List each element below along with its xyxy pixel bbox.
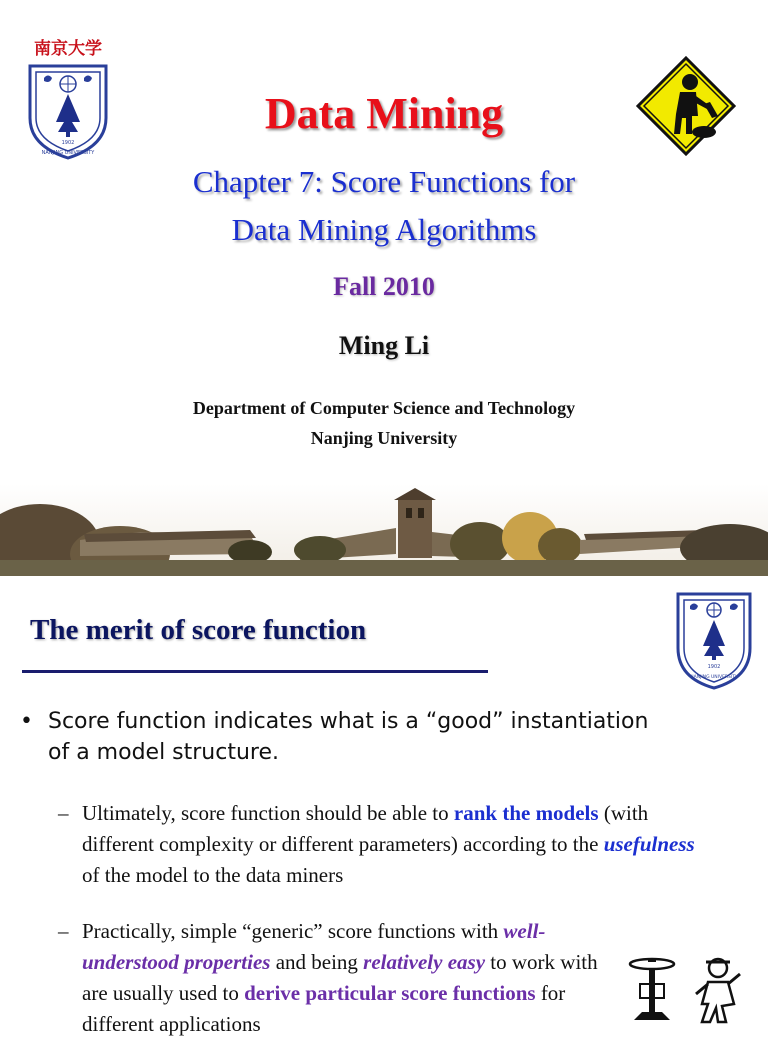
slide-title: The merit of score function — [30, 614, 367, 646]
author-name: Ming Li — [338, 331, 430, 360]
emphasis-well-understood-properties: well-understood properties — [82, 919, 546, 974]
campus-panorama-image — [0, 484, 768, 576]
sub-bullet-text — [82, 916, 598, 1040]
emphasis-rank-the-models: rank the models — [453, 801, 599, 825]
text-segment: (with different complexity or different parameters) according to the — [82, 801, 649, 856]
bullet-text-line-1: Score function indicates what is a “good” instantiation — [48, 709, 649, 734]
sub-bullet-generic-score-functions — [58, 916, 598, 1040]
emphasis-relatively-easy: relatively easy — [363, 950, 486, 974]
main-bullet — [20, 706, 720, 768]
emblem-year: 1902 — [61, 140, 75, 146]
bullet-text-line-2: of a model structure. — [48, 740, 279, 765]
chapter-title-line-2: Data Mining Algorithms — [231, 212, 537, 247]
text-segment: Practically, simple “generic” score functions with — [82, 919, 504, 943]
text-segment: and being — [270, 950, 364, 974]
balance-and-person-figure-icon — [622, 954, 750, 1024]
text-segment: for different applications — [82, 981, 566, 1036]
title-underline — [22, 670, 488, 673]
chapter-title-line-1: Chapter 7: Score Functions for — [192, 164, 576, 199]
emphasis-derive-particular-score-functions: derive particular score functions — [244, 981, 536, 1005]
university-name: Nanjing University — [310, 428, 458, 448]
text-segment: of the model to the data miners — [82, 863, 344, 887]
emblem-ring-text: NANJING UNIVERSITY — [690, 675, 738, 680]
sub-bullet-text — [82, 798, 698, 891]
sub-bullet-rank-models — [58, 798, 698, 891]
course-title: Data Mining — [264, 89, 504, 138]
text-segment: to work with are usually used to — [82, 950, 598, 1005]
emblem-year: 1902 — [707, 664, 721, 670]
sub-bullet-marker: – — [58, 801, 69, 825]
department-name: Department of Computer Science and Technology — [192, 398, 576, 418]
emblem-chinese-name: 南京大学 — [34, 39, 102, 59]
text-segment: Ultimately, score function should be able to — [82, 801, 454, 825]
content-slide — [0, 576, 768, 1036]
men-at-work-sign-icon — [636, 56, 736, 156]
term-label: Fall 2010 — [333, 272, 435, 301]
bullet-marker: • — [20, 709, 33, 734]
emphasis-usefulness: usefulness — [603, 832, 695, 856]
sub-bullet-marker: – — [58, 919, 69, 943]
emblem-ring-text: NANJING UNIVERSITY — [41, 150, 95, 156]
university-emblem-icon — [672, 588, 756, 690]
